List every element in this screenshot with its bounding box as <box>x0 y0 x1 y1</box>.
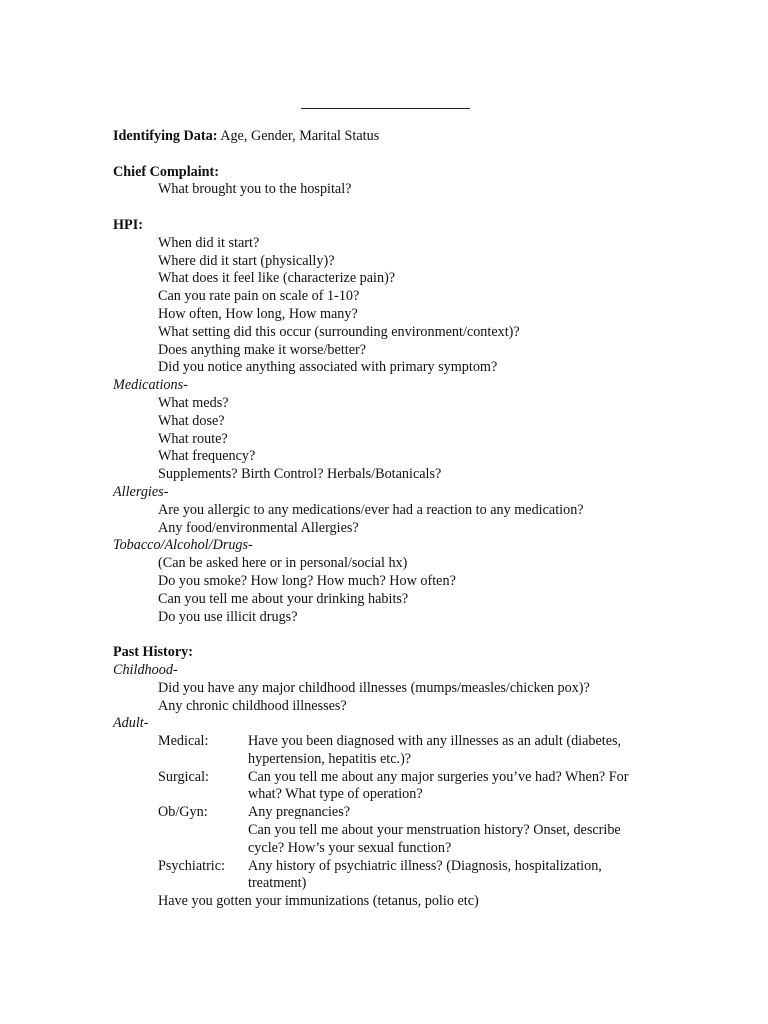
tobacco-heading: Tobacco/Alcohol/Drugs- <box>113 537 253 554</box>
immunizations-item: Have you gotten your immunizations (tetanus, polio etc) <box>158 893 479 910</box>
chief-complaint-heading: Chief Complaint: <box>113 163 220 180</box>
obgyn-row <box>113 804 693 857</box>
list-item: What dose? <box>158 412 225 429</box>
list-item: What setting did this occur (surrounding environment/context)? <box>158 323 520 340</box>
obgyn-label: Ob/Gyn: <box>158 804 208 821</box>
hpi-heading: HPI: <box>113 216 143 233</box>
medications-heading: Medications- <box>113 377 188 394</box>
list-item: Did you have any major childhood illnesses (mumps/measles/chicken pox)? <box>158 679 590 696</box>
obgyn-line: Can you tell me about your menstruation history? Onset, describe <box>248 822 621 839</box>
identifying-data-label: Identifying Data: <box>113 128 218 144</box>
list-item: Any food/environmental Allergies? <box>158 519 359 536</box>
surgical-row <box>113 769 693 805</box>
medical-line: Have you been diagnosed with any illnesses as an adult (diabetes, <box>248 733 622 750</box>
list-item: Do you smoke? How long? How much? How often? <box>158 572 456 589</box>
list-item: Can you rate pain on scale of 1-10? <box>158 288 360 305</box>
list-item: Are you allergic to any medications/ever had a reaction to any medication? <box>158 501 584 518</box>
surgical-label: Surgical: <box>158 768 209 785</box>
psychiatric-line: Any history of psychiatric illness? (Diagnosis, hospitalization, <box>248 857 602 874</box>
childhood-heading: Childhood- <box>113 661 178 678</box>
obgyn-line: Any pregnancies? <box>248 804 351 821</box>
list-item: (Can be asked here or in personal/social hx) <box>158 555 408 572</box>
surgical-line: what? What type of operation? <box>248 786 423 803</box>
list-item: Supplements? Birth Control? Herbals/Botanicals? <box>158 466 442 483</box>
list-item: What meds? <box>158 394 229 411</box>
medical-label: Medical: <box>158 733 209 750</box>
list-item: What frequency? <box>158 448 256 465</box>
psychiatric-label: Psychiatric: <box>158 857 225 874</box>
identifying-data-line <box>113 128 693 146</box>
psychiatric-text <box>248 858 602 894</box>
adult-heading: Adult- <box>113 715 149 732</box>
list-item: What does it feel like (characterize pain)? <box>158 270 396 287</box>
obgyn-line: cycle? How’s your sexual function? <box>248 839 452 856</box>
medical-row <box>113 733 693 769</box>
list-item: How often, How long, How many? <box>158 305 358 322</box>
identifying-data-text: Age, Gender, Marital Status <box>217 128 380 144</box>
list-item: Do you use illicit drugs? <box>158 608 298 625</box>
surgical-text <box>248 769 628 805</box>
allergies-heading: Allergies- <box>113 483 169 500</box>
past-history-heading: Past History: <box>113 644 193 661</box>
list-item: What brought you to the hospital? <box>158 181 352 198</box>
list-item: Does anything make it worse/better? <box>158 341 367 358</box>
list-item: Can you tell me about your drinking habits? <box>158 590 409 607</box>
document-body <box>113 128 693 911</box>
list-item: What route? <box>158 430 228 447</box>
medical-line: hypertension, hepatitis etc.)? <box>248 750 412 767</box>
psychiatric-line: treatment) <box>248 875 307 892</box>
obgyn-text <box>248 804 621 857</box>
list-item: Where did it start (physically)? <box>158 252 335 269</box>
list-item: When did it start? <box>158 234 260 251</box>
list-item: Did you notice anything associated with primary symptom? <box>158 359 498 376</box>
surgical-line: Can you tell me about any major surgeries you’ve had? When? For <box>248 768 629 785</box>
title-underline <box>301 108 470 109</box>
medical-text <box>248 733 621 769</box>
list-item: Any chronic childhood illnesses? <box>158 697 347 714</box>
psychiatric-row <box>113 858 693 894</box>
